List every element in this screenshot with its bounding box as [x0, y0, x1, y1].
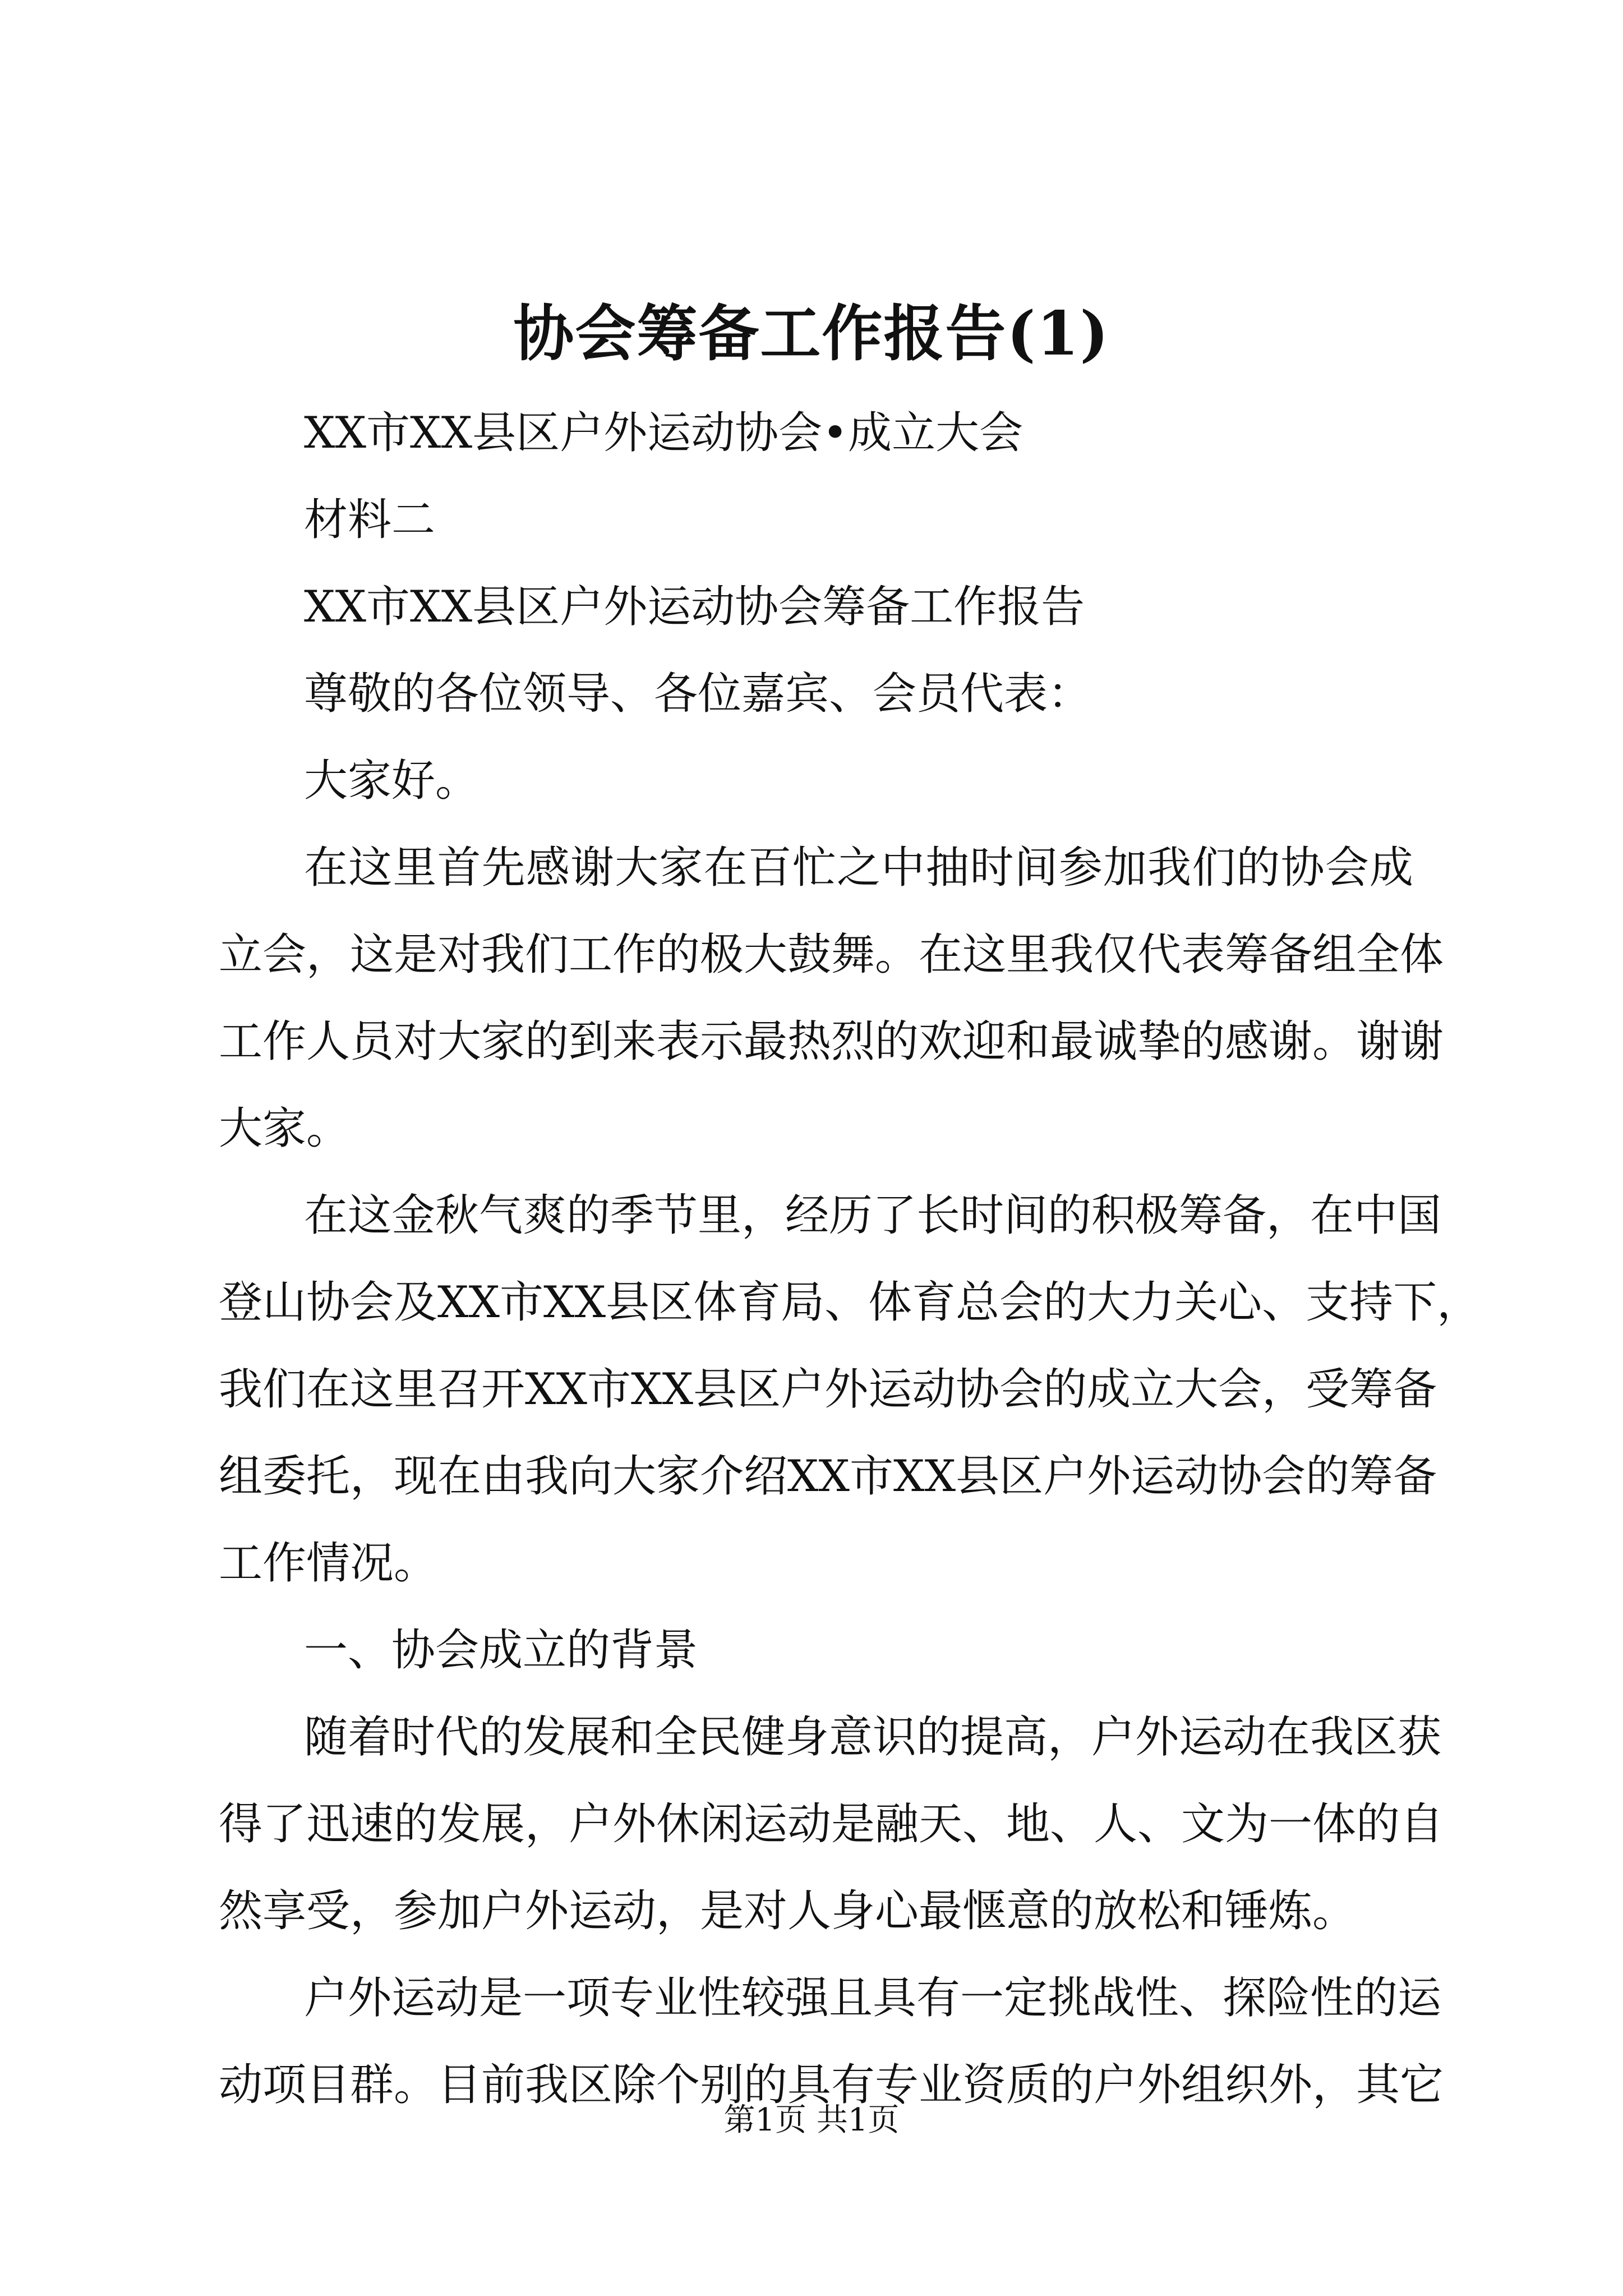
text-line: 立会，这是对我们工作的极大鼓舞。在这里我仅代表筹备组全体	[219, 930, 1444, 980]
text-line: 登山协会及XX市XX县区体育局、体育总会的大力关心、支持下，	[219, 1277, 1481, 1328]
page-footer: 第1页 共1页	[723, 2102, 900, 2138]
text-line: 材料二	[304, 495, 436, 545]
text-line: 工作情况。	[219, 1538, 438, 1589]
text-line: 大家好。	[304, 756, 479, 806]
section-heading: 一、协会成立的背景	[304, 1625, 698, 1676]
text-line: 在这里首先感谢大家在百忙之中抽时间参加我们的协会成	[304, 843, 1413, 893]
text-line: 工作人员对大家的到来表示最热烈的欢迎和最诚挚的感谢。谢谢	[219, 1016, 1444, 1067]
document-title: 协会筹备工作报告(1)	[513, 298, 1110, 369]
text-line: 随着时代的发展和全民健身意识的提高，户外运动在我区获	[304, 1712, 1442, 1763]
text-line: 得了迅速的发展，户外休闲运动是融天、地、人、文为一体的自	[219, 1799, 1444, 1849]
document-body	[219, 390, 1481, 2129]
text-line: 大家。	[219, 1103, 351, 1154]
text-line: 组委托，现在由我向大家介绍XX市XX县区户外运动协会的筹备	[219, 1451, 1437, 1502]
text-line: 我们在这里召开XX市XX县区户外运动协会的成立大会，受筹备	[219, 1364, 1437, 1415]
text-line: XX市XX县区户外运动协会筹备工作报告	[304, 582, 1085, 632]
text-line: 户外运动是一项专业性较强且具有一定挑战性、探险性的运	[304, 1973, 1442, 2023]
text-line: 动项目群。目前我区除个别的具有专业资质的户外组织外，其它	[219, 2060, 1444, 2110]
text-line: XX市XX县区户外运动协会•成立大会	[304, 408, 1023, 458]
text-line: 在这金秋气爽的季节里，经历了长时间的积极筹备，在中国	[304, 1190, 1442, 1241]
text-line: 然享受，参加户外运动，是对人身心最惬意的放松和锤炼。	[219, 1886, 1357, 1936]
text-line: 尊敬的各位领导、各位嘉宾、会员代表：	[304, 669, 1092, 719]
